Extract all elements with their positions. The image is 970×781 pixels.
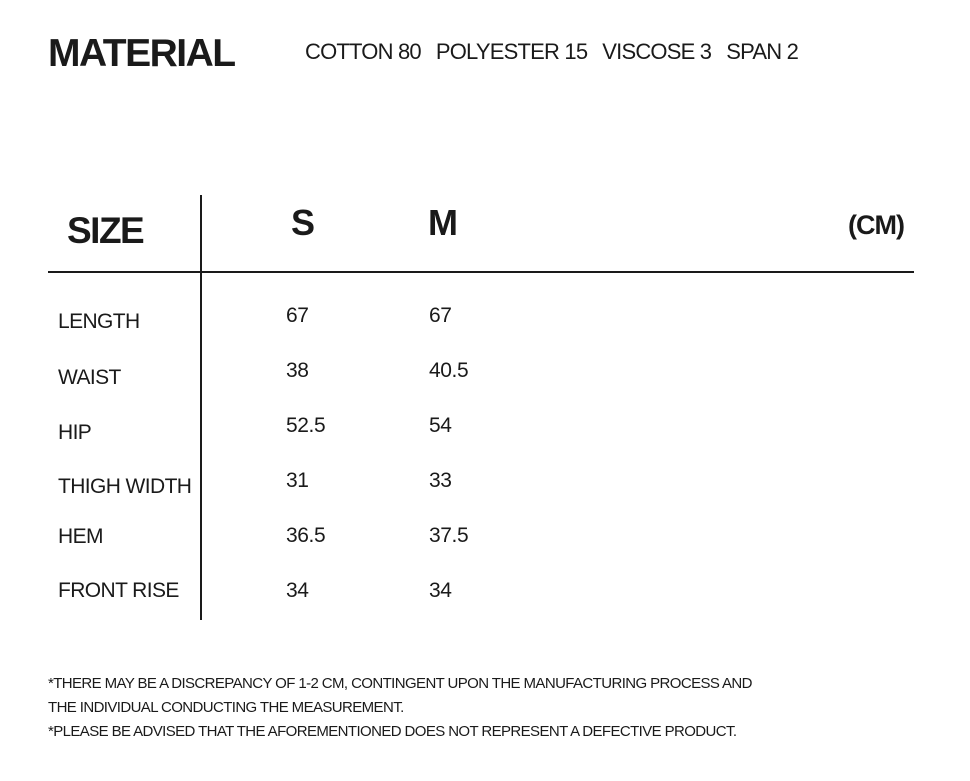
measurement-notes — [48, 672, 752, 744]
material-list — [305, 41, 798, 63]
unit-label: (CM) — [848, 210, 904, 240]
cell-hem-m: 37.5 — [429, 524, 469, 547]
cell-length-m: 67 — [429, 304, 452, 327]
row-label-length: LENGTH — [58, 310, 140, 333]
row-label-front-rise: FRONT RISE — [58, 579, 179, 602]
table-horizontal-divider — [48, 271, 914, 273]
cell-thigh-width-s: 31 — [286, 469, 309, 492]
note-discrepancy-line2: THE INDIVIDUAL CONDUCTING THE MEASUREMENT. — [48, 699, 404, 716]
row-label-hem: HEM — [58, 525, 103, 548]
size-table-title: SIZE — [67, 210, 144, 251]
cell-front-rise-m: 34 — [429, 579, 452, 602]
material-item-span: SPAN 2 — [726, 39, 799, 64]
cell-waist-m: 40.5 — [429, 359, 469, 382]
cell-waist-s: 38 — [286, 359, 309, 382]
cell-hip-s: 52.5 — [286, 414, 326, 437]
note-defect-disclaimer: *PLEASE BE ADVISED THAT THE AFOREMENTIONED DOES NOT REPRESENT A DEFECTIVE PRODUCT. — [48, 723, 737, 740]
material-title: MATERIAL — [48, 32, 235, 75]
material-item-viscose: VISCOSE 3 — [602, 39, 712, 64]
cell-thigh-width-m: 33 — [429, 469, 452, 492]
row-label-hip: HIP — [58, 421, 92, 444]
column-header-m: M — [428, 202, 458, 243]
note-discrepancy-line1: *THERE MAY BE A DISCREPANCY OF 1-2 CM, CONTINGENT UPON THE MANUFACTURING PROCESS AND — [48, 675, 752, 692]
row-label-thigh-width: THIGH WIDTH — [58, 475, 192, 498]
table-vertical-divider — [200, 195, 202, 620]
row-label-waist: WAIST — [58, 366, 121, 389]
cell-length-s: 67 — [286, 304, 309, 327]
material-item-polyester: POLYESTER 15 — [435, 39, 588, 64]
material-item-cotton: COTTON 80 — [305, 39, 421, 64]
cell-front-rise-s: 34 — [286, 579, 309, 602]
cell-hip-m: 54 — [429, 414, 452, 437]
column-header-s: S — [291, 202, 316, 243]
cell-hem-s: 36.5 — [286, 524, 326, 547]
